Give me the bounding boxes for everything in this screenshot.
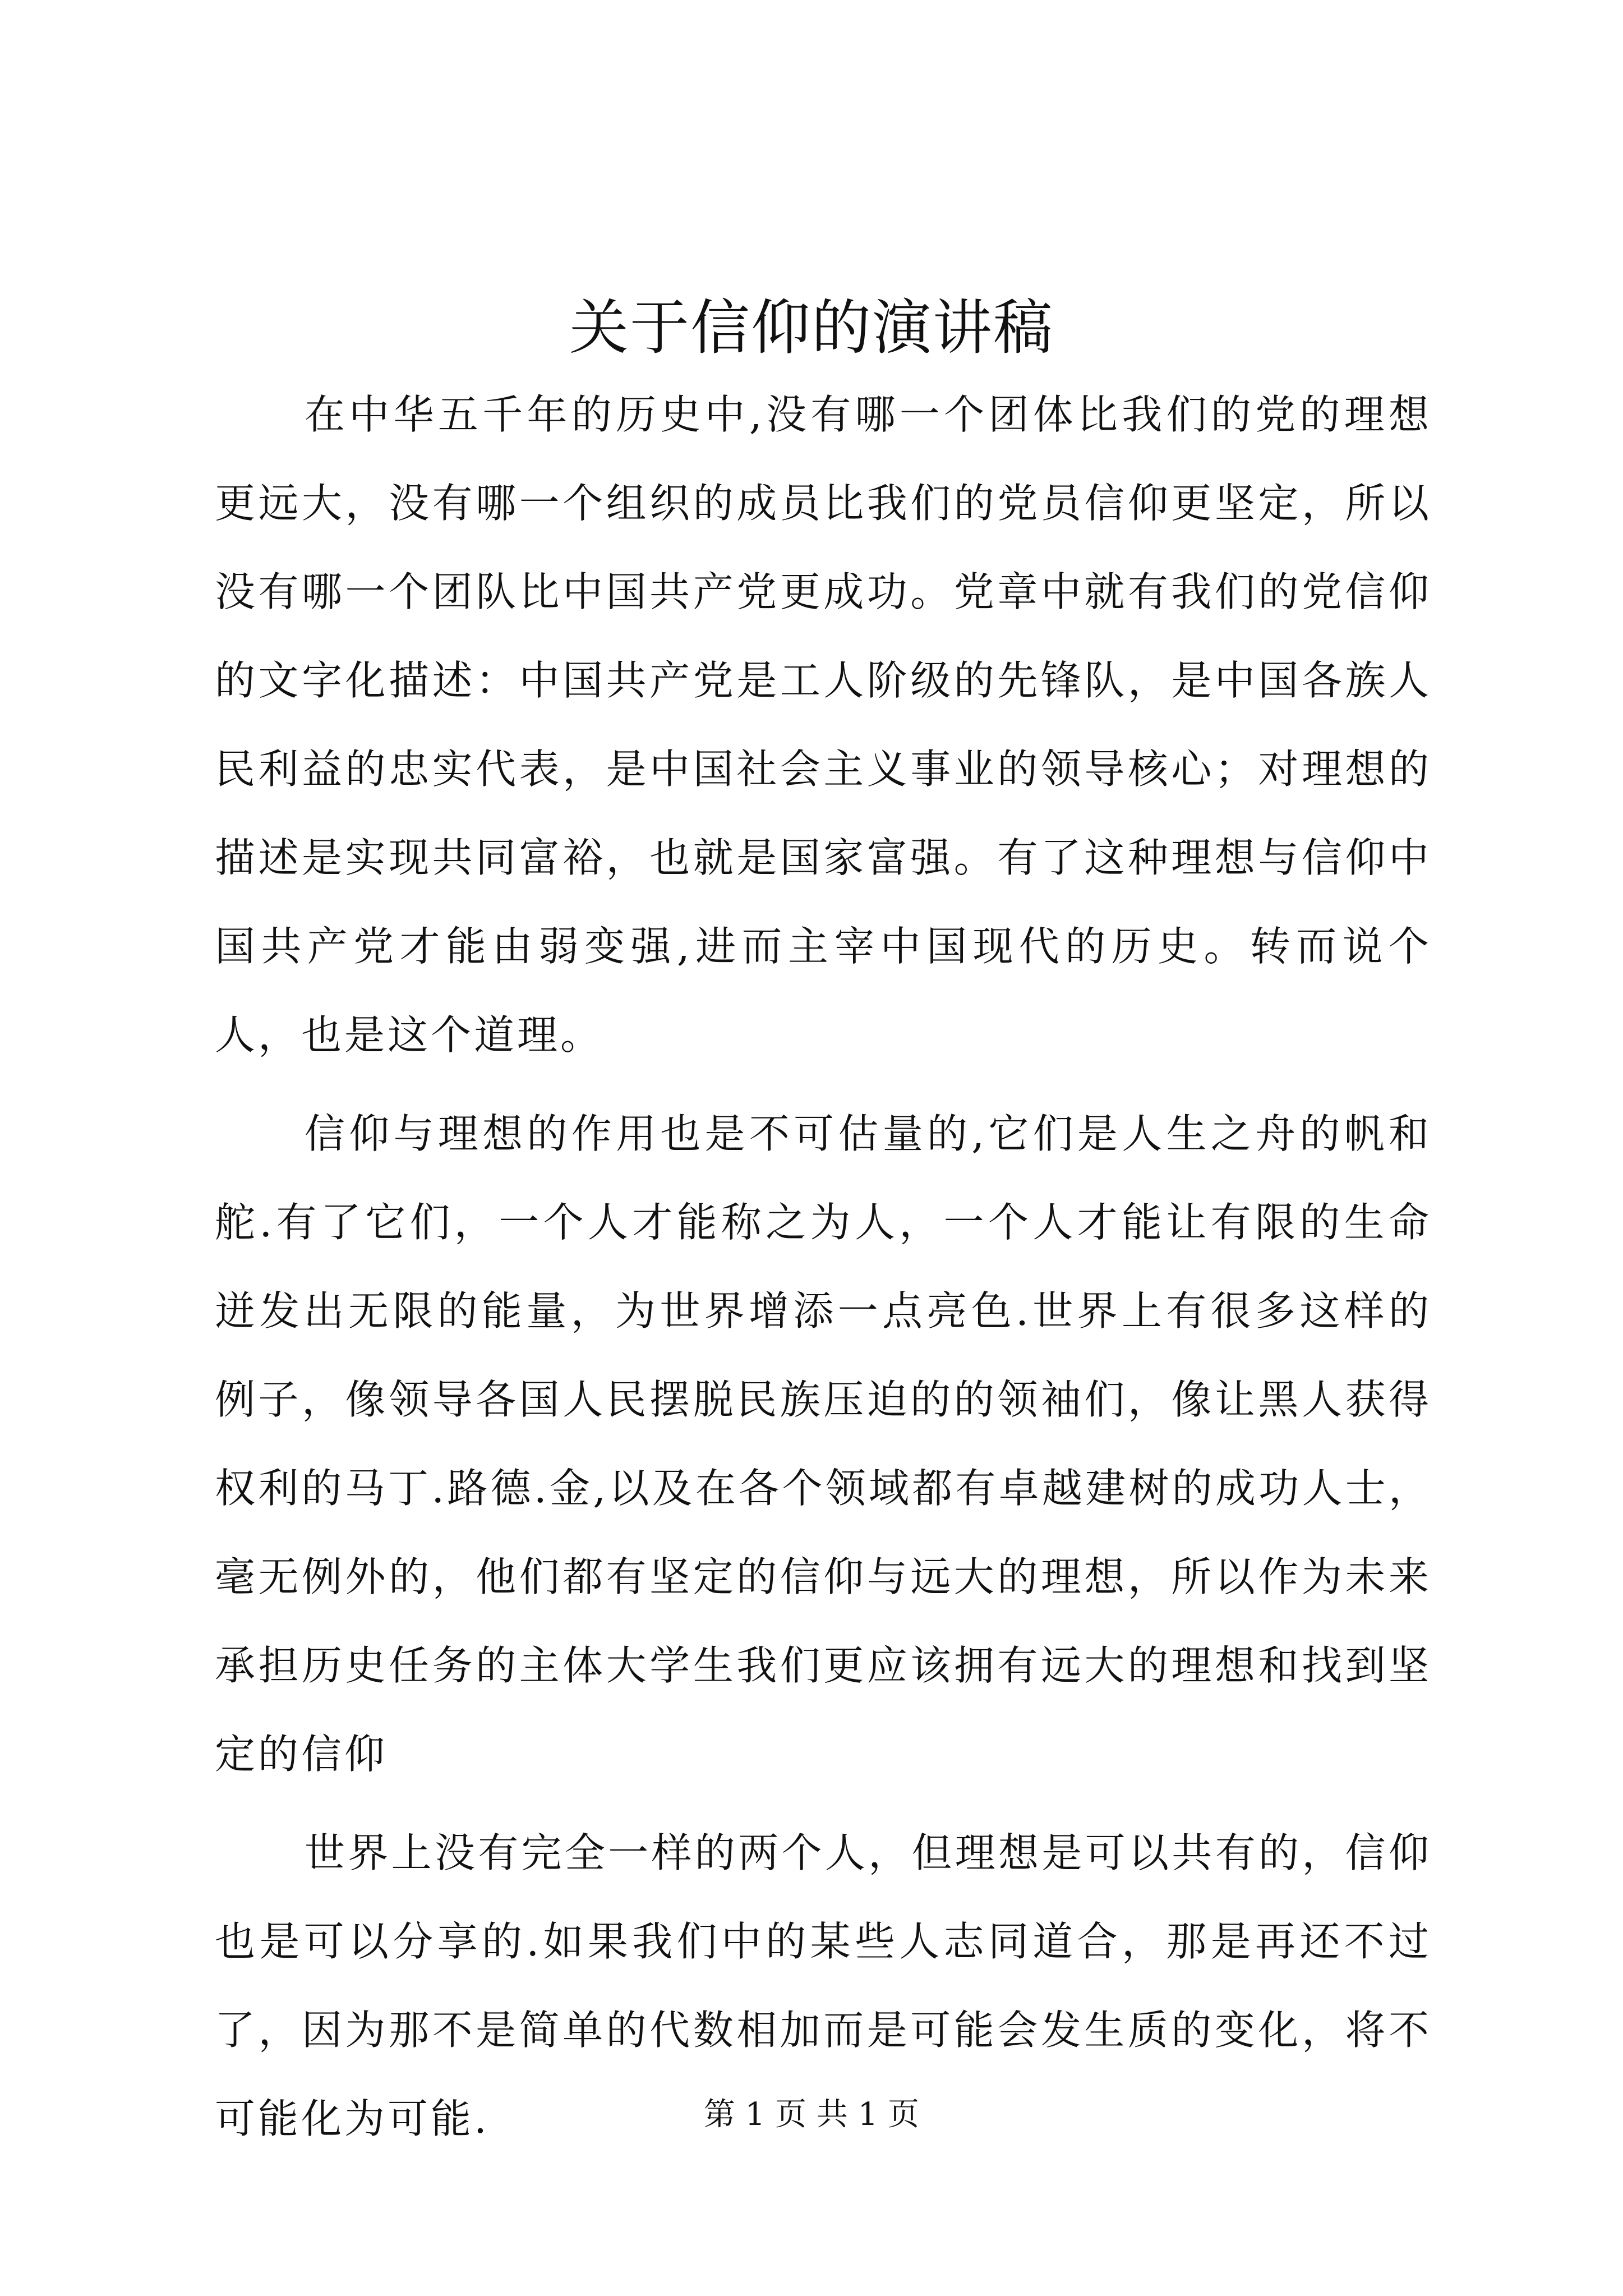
page-footer: 第 1 页 共 1 页	[703, 2096, 920, 2133]
paragraph-2: 信仰与理想的作用也是不可估量的,它们是人生之舟的帆和舵.有了它们，一个人才能称之为人，一个人才能让有限的生命迸发出无限的能量，为世界增添一点亮色.世界上有很多这样的例子，像领导各国人民摆脱民族压迫的的领袖们，像让黑人获得权利的马丁.路德.金,以及在各个领域都有卓越建树的成功人士，毫无例外的，他们都有坚定的信仰与远大的理想，所以作为未来承担历史任务的主体大学生我们更应该拥有远大的理想和找到坚定的信仰	[215, 1110, 1432, 1778]
document-title: 关于信仰的演讲稿	[569, 293, 1054, 362]
paragraph-1: 在中华五千年的历史中,没有哪一个团体比我们的党的理想更远大，没有哪一个组织的成员比我们的党员信仰更坚定，所以没有哪一个团队比中国共产党更成功。党章中就有我们的党信仰的文字化描述：中国共产党是工人阶级的先锋队，是中国各族人民利益的忠实代表，是中国社会主义事业的领导核心；对理想的描述是实现共同富裕，也就是国家富强。有了这种理想与信仰中国共产党才能由弱变强,进而主宰中国现代的历史。转而说个人，也是这个道理。	[215, 391, 1432, 1059]
document-body	[215, 370, 1432, 2173]
paragraph-3: 世界上没有完全一样的两个人，但理想是可以共有的，信仰也是可以分享的.如果我们中的某些人志同道合，那是再还不过了，因为那不是简单的代数相加而是可能会发生质的变化，将不可能化为可能.	[215, 1829, 1432, 2142]
